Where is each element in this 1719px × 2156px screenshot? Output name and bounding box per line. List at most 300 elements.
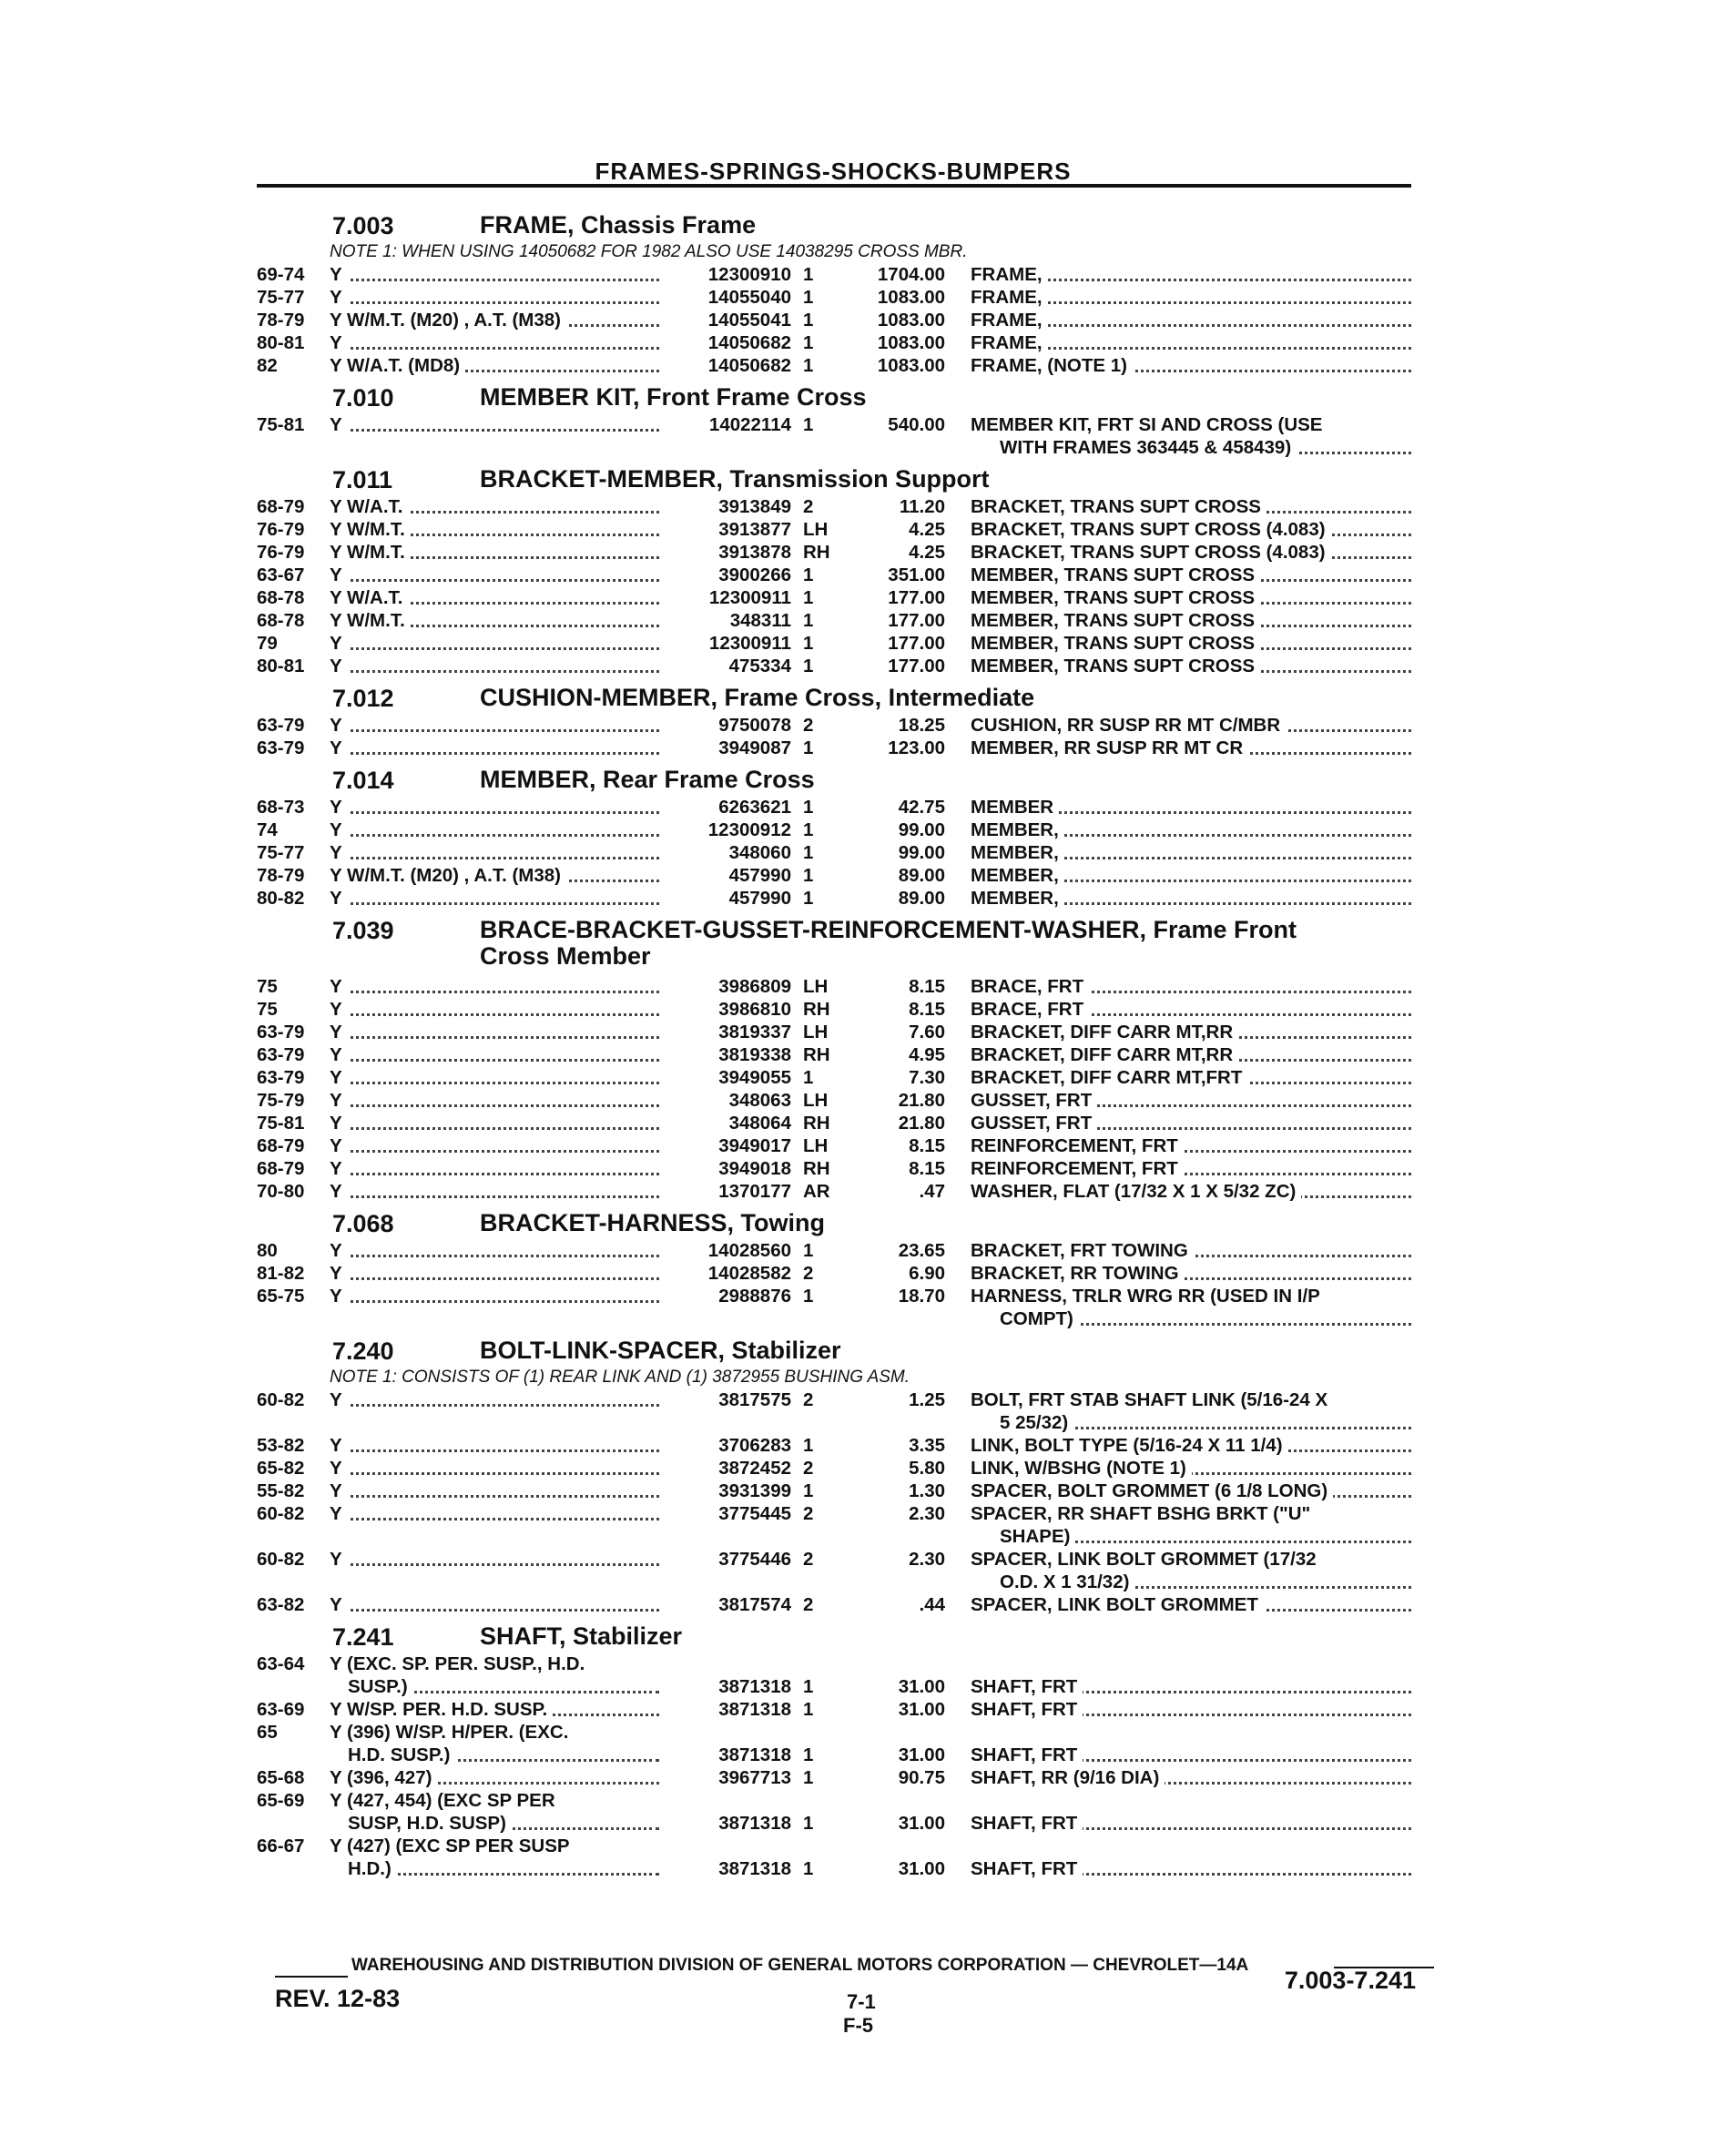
model-years: 63-79 [257,1044,305,1065]
part-name [971,1089,1417,1112]
quantity: 1 [803,287,814,308]
model-years: 78-79 [257,310,305,331]
part-number: 14028582 [707,1263,791,1284]
section-title [480,466,1418,493]
part-usage-text: Y W/M.T. [330,610,411,631]
part-number: 3871318 [718,1676,791,1697]
part-name [971,495,1417,518]
part-name [971,1388,1417,1411]
price: 5.80 [909,1458,945,1479]
part-usage-text: Y [330,842,348,863]
part-row [0,331,1719,354]
part-name-text: REINFORCEMENT, FRT [971,1135,1184,1156]
catalog-section [0,1208,1719,1330]
catalog-section [0,1622,1719,1880]
leader-dots [330,1404,659,1407]
part-usage [330,1043,659,1066]
part-number: 14055040 [707,287,791,308]
part-row [0,1480,1719,1502]
part-name-text: BRACKET, TRANS SUPT CROSS [971,496,1266,517]
quantity: 1 [803,797,814,818]
part-number: 3949087 [718,737,791,758]
part-row [0,1789,1719,1835]
part-usage-text: Y [330,1113,348,1134]
part-number: 12300911 [708,633,791,654]
part-name [971,1698,1417,1721]
price: 1704.00 [877,264,945,285]
quantity: 1 [803,587,814,608]
part-number: 3775446 [718,1549,791,1570]
quantity: RH [803,542,830,563]
part-name [971,1066,1417,1089]
model-years: 68-78 [257,610,305,631]
section-code: 7.010 [332,384,394,412]
part-name [971,796,1417,819]
quantity: RH [803,999,830,1020]
model-years: 76-79 [257,519,305,540]
part-usage [330,518,659,541]
footer-division: WAREHOUSING AND DISTRIBUTION DIVISION OF GENERAL MOTORS CORPORATION — CHEVROLET—14A [351,1956,1249,1975]
part-name [971,1593,1417,1616]
section-code: 7.039 [332,917,394,944]
part-usage-text: Y [330,414,348,435]
model-years: 74 [257,819,278,840]
leader-dots [330,1173,659,1175]
model-years: 75-77 [257,842,305,863]
part-name [971,714,1417,737]
part-usage-text: Y (396, 427) [330,1767,437,1788]
part-number: 3913849 [718,496,791,517]
part-number: 1370177 [718,1181,791,1202]
leader-dots [330,752,659,755]
part-usage [330,1112,659,1134]
price: 177.00 [888,587,945,608]
model-years: 75-79 [257,1090,305,1111]
part-row [0,586,1719,609]
quantity: 2 [803,1263,814,1284]
part-number: 3706283 [718,1435,791,1456]
part-usage-text: Y W/M.T. (M20) , A.T. (M38) [330,310,566,331]
part-number: 3931399 [718,1480,791,1501]
part-number: 348064 [728,1113,791,1134]
section-title [480,212,1418,239]
section-title-line: Cross Member [480,942,651,970]
price: 1.25 [909,1389,945,1410]
part-name-text: FRAME, [971,332,1048,353]
part-usage-text: Y [330,1135,348,1156]
model-years: 60-82 [257,1549,305,1570]
part-name-text: MEMBER, [971,865,1064,886]
part-usage [330,632,659,655]
part-name [971,1744,1417,1766]
section-title-line: BOLT-LINK-SPACER, Stabilizer [480,1337,841,1364]
part-usage-text: Y [330,1240,348,1261]
price: 1083.00 [877,332,945,353]
quantity: AR [803,1181,830,1202]
leader-dots [330,1127,659,1130]
part-row [0,286,1719,309]
model-years: 65 [257,1722,278,1743]
model-years: 65-69 [257,1790,305,1811]
header-rule [257,184,1411,188]
price: 8.15 [909,999,945,1020]
leader-dots [330,429,659,432]
part-usage-text: Y [330,264,348,285]
price: 89.00 [898,865,945,886]
quantity: RH [803,1044,830,1065]
part-name-text: SHAFT, FRT [971,1744,1083,1765]
part-number: 14050682 [707,332,791,353]
part-row [0,1066,1719,1089]
part-row [0,1548,1719,1593]
price: 21.80 [898,1090,945,1111]
part-row [0,1835,1719,1880]
quantity: 1 [803,1744,814,1765]
model-years: 80-82 [257,888,305,909]
part-usage [330,413,659,436]
leader-dots [330,670,659,673]
model-years: 80 [257,1240,278,1261]
part-row [0,1157,1719,1180]
model-years: 63-79 [257,1022,305,1042]
quantity: 1 [803,1286,814,1307]
part-name-continued [1000,1307,1417,1330]
quantity: 1 [803,888,814,909]
part-name [971,1180,1417,1203]
quantity: LH [803,1090,829,1111]
part-usage [330,1180,659,1203]
section-title [480,685,1418,711]
model-years: 63-82 [257,1594,305,1615]
section-header [0,464,1719,495]
model-years: 75-81 [257,414,305,435]
quantity: 1 [803,1240,814,1261]
model-years: 68-78 [257,587,305,608]
part-usage [330,263,659,286]
part-name-continued [1000,436,1417,459]
part-usage [330,564,659,586]
page-number: 7-1 [847,1990,876,2013]
price: 177.00 [888,656,945,676]
part-row [0,1089,1719,1112]
model-years: 63-69 [257,1699,305,1720]
price: 123.00 [888,737,945,758]
section-code: 7.240 [332,1337,394,1365]
quantity: 1 [803,564,814,585]
part-name-text: REINFORCEMENT, FRT [971,1158,1184,1179]
model-years: 68-79 [257,1158,305,1179]
part-usage [330,655,659,677]
part-row [0,655,1719,677]
part-name [971,354,1417,377]
part-number: 348311 [729,610,791,631]
leader-dots [330,1013,659,1016]
part-usage [330,1457,659,1480]
part-name-text: SPACER, LINK BOLT GROMMET [971,1594,1264,1615]
part-usage-text: Y [330,1263,348,1284]
part-row [0,1239,1719,1262]
leader-dots [330,1563,659,1566]
price: 1083.00 [877,310,945,331]
part-number: 3775445 [718,1503,791,1524]
part-name [971,541,1417,564]
part-name [971,286,1417,309]
part-name [971,1134,1417,1157]
quantity: 1 [803,264,814,285]
section-code: 7.014 [332,767,394,794]
part-row [0,1434,1719,1457]
part-usage-text: Y [330,1458,348,1479]
price: 31.00 [898,1699,945,1720]
part-name-text: MEMBER, TRANS SUPT CROSS [971,610,1260,631]
quantity: 2 [803,1549,814,1570]
part-usage-text: Y [330,1435,348,1456]
part-row [0,841,1719,864]
part-name [971,1857,1417,1880]
part-usage [330,1502,659,1525]
part-name [971,1262,1417,1285]
leader-dots [330,347,659,350]
section-title-line: BRACKET-HARNESS, Towing [480,1209,825,1236]
part-row [0,632,1719,655]
leader-dots [330,301,659,304]
quantity: 1 [803,610,814,631]
section-title [480,1210,1418,1236]
part-usage [330,1285,659,1307]
catalog-section [0,683,1719,759]
part-number: 3871318 [718,1813,791,1834]
model-years: 55-82 [257,1480,305,1501]
part-name [971,331,1417,354]
quantity: 2 [803,1458,814,1479]
part-usage-text: Y [330,564,348,585]
section-header [0,1208,1719,1239]
part-number: 3817575 [718,1389,791,1410]
quantity: 2 [803,496,814,517]
part-usage [348,1675,659,1698]
part-name-text: BRACKET, TRANS SUPT CROSS (4.083) [971,519,1331,540]
part-usage-text: Y [330,1503,348,1524]
part-usage-text: Y [330,1067,348,1088]
part-usage [330,1698,659,1721]
section-header [0,1336,1719,1367]
part-usage [330,1388,659,1411]
part-number: 6263621 [718,797,791,818]
part-row [0,1457,1719,1480]
part-name-text: BRACKET, FRT TOWING [971,1240,1194,1261]
section-title [480,767,1418,793]
price: 90.75 [898,1767,945,1788]
part-name-text: MEMBER KIT, FRT SI AND CROSS (USE [971,414,1327,435]
model-years: 66-67 [257,1836,305,1856]
price: .47 [919,1181,945,1202]
part-usage [330,1089,659,1112]
section-title-line: BRACE-BRACKET-GUSSET-REINFORCEMENT-WASHER, Frame Front [480,916,1297,943]
part-name-text: SPACER, LINK BOLT GROMMET (17/32 [971,1549,1322,1570]
price: 99.00 [898,842,945,863]
part-name-continued [1000,1571,1417,1593]
leader-dots [330,1082,659,1084]
part-name [971,1239,1417,1262]
part-usage-text: Y [330,737,348,758]
part-number: 3872452 [718,1458,791,1479]
part-name-text: BRACKET, DIFF CARR MT,RR [971,1022,1238,1042]
leader-dots [330,1609,659,1612]
part-usage [330,1134,659,1157]
part-usage-text: SUSP, H.D. SUSP) [348,1813,512,1834]
part-row [0,1180,1719,1203]
part-name [971,1112,1417,1134]
model-years: 68-79 [257,1135,305,1156]
part-name-text: BRACKET, TRANS SUPT CROSS (4.083) [971,542,1331,563]
part-usage-text: Y W/M.T. [330,519,411,540]
part-name [971,413,1417,436]
price: 31.00 [898,1858,945,1879]
model-years: 70-80 [257,1181,305,1202]
quantity: 1 [803,737,814,758]
part-usage-text: Y [330,1158,348,1179]
part-usage [330,998,659,1021]
leader-dots [330,1059,659,1062]
part-name-text: LINK, BOLT TYPE (5/16-24 X 11 1/4) [971,1435,1288,1456]
part-usage [330,286,659,309]
model-years: 63-79 [257,715,305,736]
part-name [971,819,1417,841]
part-number: 3871318 [718,1699,791,1720]
page-code: F-5 [843,2014,873,2037]
part-usage-text: Y [330,332,348,353]
part-name-text: CUSHION, RR SUSP RR MT C/MBR [971,715,1286,736]
part-number: 3949055 [718,1067,791,1088]
model-years: 63-64 [257,1653,305,1674]
quantity: 2 [803,1389,814,1410]
part-row [0,1112,1719,1134]
part-usage-line: Y (427) (EXC SP PER SUSP [330,1836,570,1856]
part-usage-text: H.D. SUSP.) [348,1744,455,1765]
leader-dots [330,1150,659,1153]
part-usage-text: H.D.) [348,1858,397,1879]
part-usage [348,1812,659,1835]
part-usage-line: Y (427, 454) (EXC SP PER [330,1790,555,1811]
price: 4.25 [909,542,945,563]
part-name-text: MEMBER, TRANS SUPT CROSS [971,633,1260,654]
catalog-section [0,915,1719,1203]
price: 351.00 [888,564,945,585]
part-row [0,1021,1719,1043]
part-number: 3967713 [718,1767,791,1788]
leader-dots [330,279,659,281]
price: 42.75 [898,797,945,818]
part-name-text: MEMBER, [971,819,1064,840]
part-name-text: SHAPE) [1000,1526,1075,1547]
price: 1.30 [909,1480,945,1501]
part-number: 3986810 [718,999,791,1020]
leader-dots [330,1195,659,1198]
part-name [971,263,1417,286]
price: 8.15 [909,1158,945,1179]
price: 31.00 [898,1676,945,1697]
section-title [480,1337,1418,1364]
price: 540.00 [888,414,945,435]
quantity: 1 [803,1067,814,1088]
price: 8.15 [909,1135,945,1156]
page-title: FRAMES-SPRINGS-SHOCKS-BUMPERS [595,158,1072,185]
part-name [971,655,1417,677]
quantity: 1 [803,842,814,863]
section-title-line: MEMBER, Rear Frame Cross [480,766,815,793]
section-title-line: SHAFT, Stabilizer [480,1622,683,1650]
part-name-text: FRAME, (NOTE 1) [971,355,1133,376]
part-usage [330,1021,659,1043]
part-usage [348,1744,659,1766]
part-name [971,632,1417,655]
quantity: RH [803,1158,830,1179]
quantity: LH [803,976,829,997]
part-name-text: MEMBER, [971,888,1064,909]
leader-dots [330,1104,659,1107]
section-header [0,382,1719,413]
price: 7.30 [909,1067,945,1088]
part-usage-text: Y [330,656,348,676]
quantity: 1 [803,414,814,435]
model-years: 78-79 [257,865,305,886]
part-name-text: SPACER, BOLT GROMMET (6 1/8 LONG) [971,1480,1333,1501]
part-row [0,1388,1719,1434]
part-usage [330,1066,659,1089]
part-name-text: COMPT) [1000,1308,1079,1329]
part-number: 475334 [728,656,791,676]
part-usage [330,354,659,377]
part-name [971,609,1417,632]
quantity: 1 [803,310,814,331]
part-name-text: BRACKET, DIFF CARR MT,FRT [971,1067,1247,1088]
revision-date: REV. 12-83 [275,1985,401,2012]
model-years: 69-74 [257,264,305,285]
price: 2.30 [909,1549,945,1570]
quantity: 1 [803,1480,814,1501]
part-name-text: HARNESS, TRLR WRG RR (USED IN I/P [971,1286,1326,1307]
part-name-text: SPACER, RR SHAFT BSHG BRKT ("U" [971,1503,1316,1524]
price: 7.60 [909,1022,945,1042]
part-row [0,1653,1719,1698]
part-usage [330,495,659,518]
part-usage-text: Y [330,1044,348,1065]
part-name-text: WASHER, FLAT (17/32 X 1 X 5/32 ZC) [971,1181,1301,1202]
quantity: LH [803,1135,829,1156]
part-number: 14055041 [707,310,791,331]
model-years: 76-79 [257,542,305,563]
price: 1083.00 [877,287,945,308]
price: 4.95 [909,1044,945,1065]
part-number: 14028560 [707,1240,791,1261]
leader-dots [330,991,659,993]
part-usage [330,1480,659,1502]
part-name [971,1457,1417,1480]
part-usage-text: Y [330,1181,348,1202]
section-code: 7.003 [332,212,394,239]
model-years: 63-79 [257,737,305,758]
part-name-text: MEMBER, TRANS SUPT CROSS [971,587,1260,608]
model-years: 80-81 [257,656,305,676]
part-row [0,864,1719,887]
model-years: 75-77 [257,287,305,308]
price: 99.00 [898,819,945,840]
part-name-text: BRACE, FRT [971,976,1089,997]
leader-dots [330,1300,659,1303]
leader-dots [330,834,659,837]
model-years: 68-73 [257,797,305,818]
quantity: 1 [803,865,814,886]
